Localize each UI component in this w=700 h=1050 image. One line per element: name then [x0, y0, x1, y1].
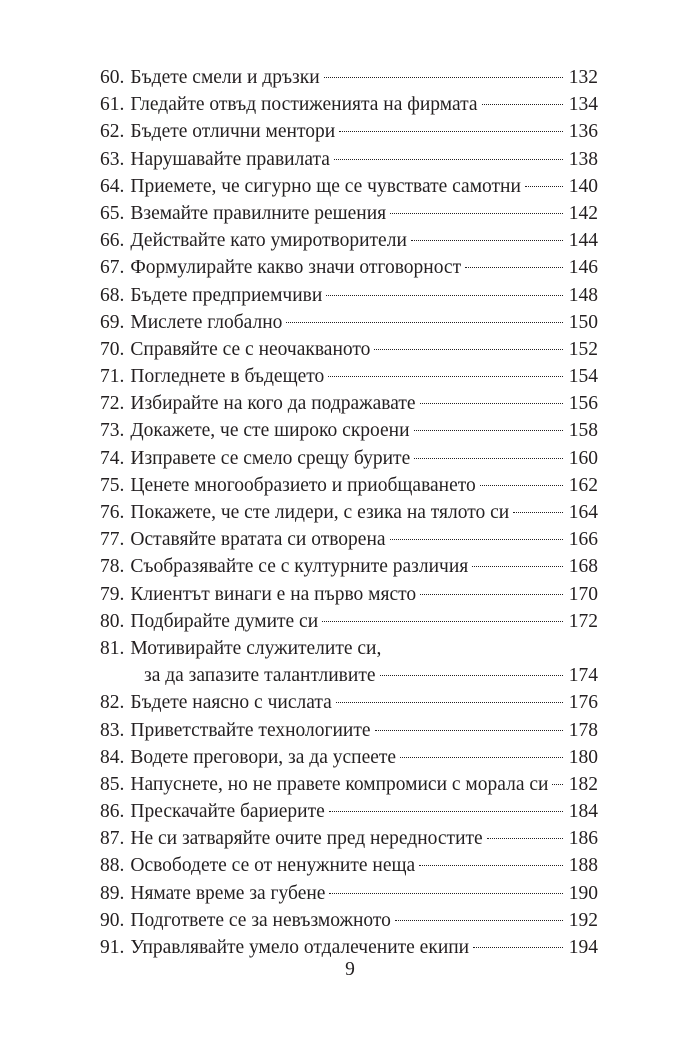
toc-entry-number: 71.: [100, 366, 125, 388]
toc-entry-page: 192: [568, 909, 598, 931]
toc-entry-page: 144: [568, 230, 598, 252]
toc-entry-page: 156: [568, 393, 598, 415]
toc-entry-page: 158: [568, 420, 598, 442]
toc-entry-title: Напуснете, но не правете компромиси с морала си: [130, 773, 549, 795]
dot-leader: [334, 159, 563, 160]
toc-entry: [100, 771, 598, 798]
toc-entry-page: 178: [568, 719, 598, 741]
toc-entry-title: Погледнете в бъдещето: [130, 366, 325, 388]
toc-entry-title: Прескачайте бариерите: [130, 801, 325, 823]
toc-entry-number: 88.: [100, 855, 125, 877]
toc-entry-number: 65.: [100, 202, 125, 224]
toc-entry-number: 80.: [100, 610, 125, 632]
toc-entry: [100, 309, 598, 336]
toc-entry-number: 79.: [100, 583, 125, 605]
toc-entry-title: Действайте като умиротворители: [130, 230, 407, 252]
toc-entry-title: Приемете, че сигурно ще се чувствате самотни: [130, 175, 521, 197]
toc-entry-page: 194: [568, 937, 598, 958]
toc-entry-number: 67.: [100, 257, 125, 279]
dot-leader: [419, 865, 563, 866]
toc-entry-number: 78.: [100, 556, 125, 578]
dot-leader: [414, 430, 563, 431]
toc-entry-page: 152: [568, 338, 598, 360]
toc-entry: [100, 880, 598, 907]
toc-entry-page: 170: [568, 583, 598, 605]
dot-leader: [329, 811, 563, 812]
toc-entry-title: Водете преговори, за да успеете: [130, 746, 397, 768]
toc-entry-number: 82.: [100, 692, 125, 714]
toc-entry-title: Ценете многообразието и приобщаването: [130, 474, 476, 496]
toc-entry-page: 132: [568, 67, 598, 88]
toc-entry-title: Съобразявайте се с културните различия: [130, 556, 469, 578]
toc-entry-number: 84.: [100, 746, 125, 768]
toc-entry-number: 74.: [100, 447, 125, 469]
dot-leader: [322, 621, 563, 622]
toc-entry-page: 154: [568, 366, 598, 388]
toc-entry: [100, 146, 598, 173]
toc-entry-title: Формулирайте какво значи отговорност: [130, 257, 462, 279]
toc-entry-title: Оставяйте вратата си отворена: [130, 529, 386, 551]
dot-leader: [411, 240, 563, 241]
dot-leader: [329, 893, 562, 894]
toc-entry: [100, 64, 598, 91]
toc-entry-page: 176: [568, 692, 598, 714]
dot-leader: [420, 594, 563, 595]
dot-leader: [487, 838, 563, 839]
toc-entry-number: 62.: [100, 121, 125, 143]
toc-entry-number: 64.: [100, 175, 125, 197]
toc-entry-title: Освободете се от ненужните неща: [130, 855, 416, 877]
toc-entry-title: Справяйте се с неочакваното: [130, 338, 371, 360]
toc-entry-number: 66.: [100, 230, 125, 252]
dot-leader: [380, 675, 563, 676]
toc-entry-number: 91.: [100, 937, 125, 958]
toc-entry-page: 136: [568, 121, 598, 143]
toc-entry: [100, 744, 598, 771]
dot-leader: [286, 322, 562, 323]
toc-entry: [100, 825, 598, 852]
toc-entry: [100, 472, 598, 499]
toc-entry: [100, 717, 598, 744]
dot-leader: [400, 757, 563, 758]
toc-entry-page: 134: [568, 94, 598, 116]
toc-entry-title: Бъдете предприемчиви: [130, 284, 323, 306]
toc-entry-page: 180: [568, 746, 598, 768]
toc-entry-number: 83.: [100, 719, 125, 741]
toc-entry-title: Избирайте на кого да подражавате: [130, 393, 416, 415]
toc-entry: [100, 689, 598, 716]
toc-entry-title: Изправете се смело срещу бурите: [130, 447, 411, 469]
toc-entry-title: Бъдете наясно с числата: [130, 692, 332, 714]
toc-entry-number: 72.: [100, 393, 125, 415]
toc-entry: [100, 445, 598, 472]
toc-entry-page: 150: [568, 311, 598, 333]
toc-entry-title: Не си затваряйте очите пред нередностите: [130, 828, 483, 850]
dot-leader: [472, 566, 562, 567]
toc-entry-title: Вземайте правилните решения: [130, 202, 387, 224]
toc-entry-title: Нямате време за губене: [130, 882, 326, 904]
toc-entry-page: 140: [568, 175, 598, 197]
toc-entry-title-continuation: за да запазите талантливите: [144, 665, 376, 687]
toc-entry-page: 138: [568, 148, 598, 170]
toc-entry-page: 172: [568, 610, 598, 632]
toc-entry-number: 85.: [100, 773, 125, 795]
dot-leader: [552, 784, 562, 785]
toc-entry-number: 73.: [100, 420, 125, 442]
dot-leader: [513, 512, 563, 513]
toc-entry-number: 87.: [100, 828, 125, 850]
dot-leader: [525, 186, 563, 187]
toc-entry-page: 162: [568, 474, 598, 496]
toc-entry-number: 63.: [100, 148, 125, 170]
toc-entry-page: 166: [568, 529, 598, 551]
toc-entry-number: 89.: [100, 882, 125, 904]
toc-entry: [100, 608, 598, 635]
toc-entry-title: Подбирайте думите си: [130, 610, 319, 632]
dot-leader: [324, 77, 563, 78]
toc-entry: [100, 200, 598, 227]
dot-leader: [328, 376, 562, 377]
toc-entry-title: Подгответе се за невъзможното: [130, 909, 391, 931]
toc-entry-page: 190: [568, 882, 598, 904]
toc-entry-title: Нарушавайте правилата: [130, 148, 330, 170]
toc-entry-number: 77.: [100, 529, 125, 551]
toc-entry: [100, 282, 598, 309]
toc-entry-title: Докажете, че сте широко скроени: [130, 420, 410, 442]
dot-leader: [326, 295, 562, 296]
toc-entry-number: 70.: [100, 338, 125, 360]
dot-leader: [339, 131, 563, 132]
toc-entry: [100, 852, 598, 879]
toc-entry: [100, 91, 598, 118]
toc-entry-number: 60.: [100, 67, 125, 88]
toc-entry-number: 68.: [100, 284, 125, 306]
toc-entry: [100, 526, 598, 553]
toc-entry-page: 142: [568, 202, 598, 224]
toc-entry-number: 61.: [100, 94, 125, 116]
dot-leader: [395, 920, 563, 921]
dot-leader: [390, 539, 563, 540]
dot-leader: [482, 104, 563, 105]
toc-entry: [100, 553, 598, 580]
dot-leader: [480, 485, 563, 486]
toc-entry-page: 148: [568, 284, 598, 306]
toc-entry-page: 184: [568, 801, 598, 823]
toc-entry: [100, 173, 598, 200]
toc-entry-number: 90.: [100, 909, 125, 931]
dot-leader: [336, 702, 563, 703]
toc-entry: [100, 581, 598, 608]
toc-entry-number: 86.: [100, 801, 125, 823]
dot-leader: [465, 267, 563, 268]
toc-entry-title: Управлявайте умело отдалечените екипи: [130, 937, 470, 958]
toc-entry: [100, 254, 598, 281]
toc-entry-title: Бъдете смели и дръзки: [130, 67, 320, 88]
dot-leader: [374, 349, 562, 350]
toc-entry-continuation: [100, 662, 598, 689]
toc-entry-page: 168: [568, 556, 598, 578]
page-number: 9: [345, 959, 355, 980]
toc-entry-title: Клиентът винаги е на първо място: [130, 583, 417, 605]
toc-entry: [100, 227, 598, 254]
toc-entry-page: 146: [568, 257, 598, 279]
dot-leader: [473, 947, 563, 948]
toc-entry-page: 188: [568, 855, 598, 877]
table-of-contents: [100, 64, 598, 961]
toc-entry-number: 75.: [100, 474, 125, 496]
toc-entry: [100, 336, 598, 363]
toc-entry: [100, 390, 598, 417]
toc-entry-page: 186: [568, 828, 598, 850]
toc-entry-title: Приветствайте технологиите: [130, 719, 371, 741]
toc-entry-number: 76.: [100, 502, 125, 523]
dot-leader: [414, 458, 563, 459]
dot-leader: [375, 730, 563, 731]
toc-entry-page: 182: [568, 773, 598, 795]
toc-entry-number: 69.: [100, 311, 125, 333]
toc-entry: [100, 907, 598, 934]
toc-entry-title: Мислете глобално: [130, 311, 283, 333]
toc-entry-title: Бъдете отлични ментори: [130, 121, 336, 143]
toc-entry-title: Мотивирайте служителите си,: [130, 637, 382, 659]
toc-entry-number: 81.: [100, 637, 125, 659]
toc-entry: [100, 417, 598, 444]
dot-leader: [390, 213, 563, 214]
dot-leader: [420, 403, 563, 404]
toc-entry-title: Гледайте отвъд постиженията на фирмата: [130, 94, 478, 116]
toc-entry: [100, 798, 598, 825]
toc-entry-title: Покажете, че сте лидери, с езика на тялото си: [130, 502, 510, 523]
toc-entry: [100, 118, 598, 145]
toc-entry-page: 174: [568, 665, 598, 687]
toc-entry: [100, 363, 598, 390]
toc-entry-page: 164: [568, 502, 598, 523]
toc-entry-page: 160: [568, 447, 598, 469]
toc-entry: [100, 635, 598, 662]
toc-entry: [100, 499, 598, 526]
